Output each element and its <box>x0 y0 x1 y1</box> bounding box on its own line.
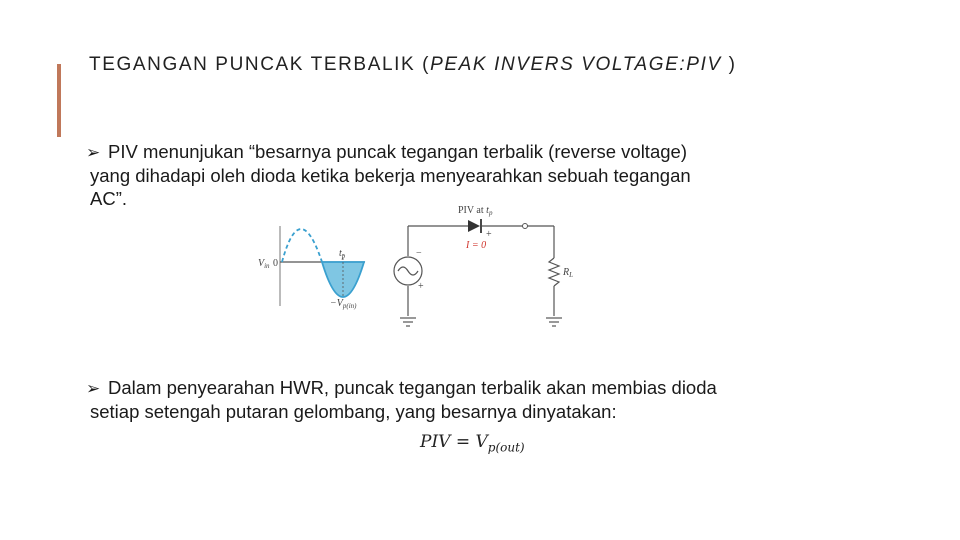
formula-equals: = <box>450 432 476 452</box>
circuit-diagram <box>250 196 580 336</box>
bullet-1-line-2: yang dihadapi oleh dioda ketika bekerja menyearahkan sebuah tegangan <box>90 165 691 186</box>
rl-label: $R_L$ <box>563 267 574 279</box>
zero-label: 0 <box>273 258 278 269</box>
slide-title <box>89 54 789 76</box>
source-plus-label: + <box>418 281 424 292</box>
formula-rhs: V <box>475 432 488 452</box>
source-minus-label: − <box>416 248 422 259</box>
bullet-hwr-piv <box>86 376 846 423</box>
piv-formula <box>420 432 525 454</box>
formula-lhs: PIV <box>420 432 451 452</box>
tp-label: $t_p$ <box>339 248 346 260</box>
piv-at-label: PIV at $t_p$ <box>458 205 493 217</box>
bullet-1-line-1: PIV menunjukan “besarnya puncak tegangan terbalik (reverse voltage) <box>108 141 687 162</box>
diode-icon <box>468 219 481 233</box>
output-terminal-icon <box>523 224 528 229</box>
minus-vp-label: $-V_{p(in)}$ <box>330 298 357 310</box>
input-waveform <box>280 226 365 306</box>
hwr-circuit-figure <box>250 196 580 336</box>
bullet-2-line-2: setiap setengah putaran gelombang, yang besarnya dinyatakan: <box>90 401 617 422</box>
diode-plus-label: + <box>486 229 492 240</box>
formula-rhs-sub: p(out) <box>487 440 525 455</box>
bullet-2-line-1: Dalam penyearahan HWR, puncak tegangan terbalik akan membias dioda <box>108 377 717 398</box>
accent-bar <box>57 64 61 137</box>
title-text-1: TEGANGAN PUNCAK TERBALIK ( <box>89 54 431 75</box>
bullet-arrow-icon: ➢ <box>86 379 101 398</box>
bullet-arrow-icon: ➢ <box>86 143 101 162</box>
bullet-1-line-3: AC”. <box>90 188 127 209</box>
vin-label: $V_{in}$ <box>258 258 270 270</box>
current-zero-label: I = 0 <box>466 240 487 251</box>
title-text-2: ) <box>721 54 737 75</box>
title-text-italic: PEAK INVERS VOLTAGE:PIV <box>430 54 722 75</box>
